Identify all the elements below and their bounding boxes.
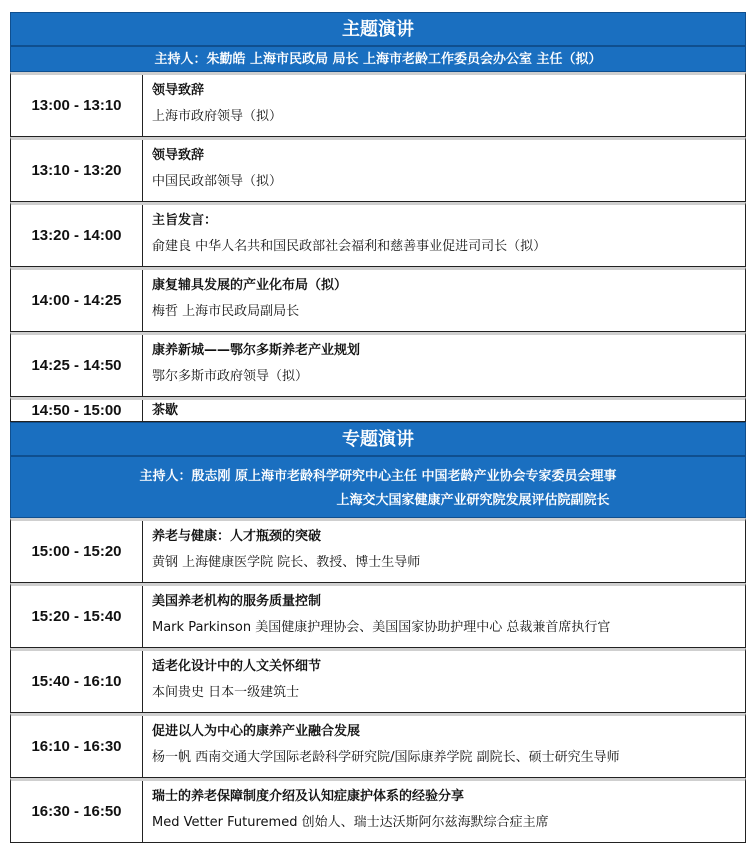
time-slot: 14:50 - 15:00 [11,400,143,421]
time-slot: 13:00 - 13:10 [11,75,143,136]
session-content [143,270,745,331]
session-speaker: 中国民政部领导（拟） [152,174,283,189]
session-topic: 促进以人为中心的康养产业融合发展 [152,724,361,739]
session-topic: 适老化设计中的人文关怀细节 [152,659,322,674]
agenda-table [10,12,746,843]
agenda-row [10,332,746,397]
session-content [143,335,745,396]
session-speaker: 黄钢 上海健康医学院 院长、教授、博士生导师 [152,555,421,570]
session-topic: 领导致辞 [152,83,205,98]
time-slot: 13:20 - 14:00 [11,205,143,266]
session-topic: 茶歇 [152,403,179,418]
session-topic: 康复辅具发展的产业化布局（拟） [152,278,348,293]
session-topic: 美国养老机构的服务质量控制 [152,594,322,609]
session-content [143,140,745,201]
session-speaker: 本间贵史 日本一级建筑士 [152,685,300,700]
session-content [143,75,745,136]
agenda-row [10,713,746,778]
section-title: 主题演讲 [10,12,746,46]
time-slot: 15:20 - 15:40 [11,586,143,647]
session-speaker: 俞建良 中华人名共和国民政部社会福利和慈善事业促进司司长（拟） [152,239,547,254]
agenda-row-break [10,397,746,422]
session-topic: 主旨发言： [152,213,218,228]
session-topic: 康养新城——鄂尔多斯养老产业规划 [152,343,361,358]
agenda-row [10,137,746,202]
session-content [143,781,745,842]
time-slot: 13:10 - 13:20 [11,140,143,201]
session-content [143,586,745,647]
session-topic: 养老与健康：人才瓶颈的突破 [152,529,322,544]
session-speaker: Mark Parkinson 美国健康护理协会、美国国家协助护理中心 总裁兼首席执行官 [152,620,611,635]
session-content [143,205,745,266]
agenda-row [10,72,746,137]
section-title: 专题演讲 [10,422,746,456]
session-speaker: 上海市政府领导（拟） [152,109,283,124]
session-content [143,400,745,421]
agenda-row [10,778,746,843]
session-topic: 领导致辞 [152,148,205,163]
time-slot: 16:10 - 16:30 [11,716,143,777]
time-slot: 15:00 - 15:20 [11,521,143,582]
host-line: 上海交大国家健康产业研究院发展评估院副院长 [336,493,610,508]
time-slot: 14:00 - 14:25 [11,270,143,331]
agenda-row [10,583,746,648]
time-slot: 16:30 - 16:50 [11,781,143,842]
session-content [143,716,745,777]
host-line: 主持人：殷志刚 原上海市老龄科学研究中心主任 中国老龄产业协会专家委员会理事 [139,469,617,484]
session-speaker: 梅哲 上海市民政局副局长 [152,304,300,319]
host-block [10,456,746,518]
time-slot: 14:25 - 14:50 [11,335,143,396]
agenda-row [10,518,746,583]
agenda-row [10,202,746,267]
session-speaker: 鄂尔多斯市政府领导（拟） [152,369,309,384]
session-content [143,521,745,582]
agenda-row [10,267,746,332]
agenda-row [10,648,746,713]
session-content [143,651,745,712]
session-speaker: 杨一帆 西南交通大学国际老龄科学研究院/国际康养学院 副院长、硕士研究生导师 [152,750,620,765]
host-line: 主持人：朱勤皓 上海市民政局 局长 上海市老龄工作委员会办公室 主任（拟） [10,46,746,72]
time-slot: 15:40 - 16:10 [11,651,143,712]
session-topic: 瑞士的养老保障制度介绍及认知症康护体系的经验分享 [152,789,465,804]
session-speaker: Med Vetter Futuremed 创始人、瑞士达沃斯阿尔兹海默综合症主席 [152,815,549,830]
